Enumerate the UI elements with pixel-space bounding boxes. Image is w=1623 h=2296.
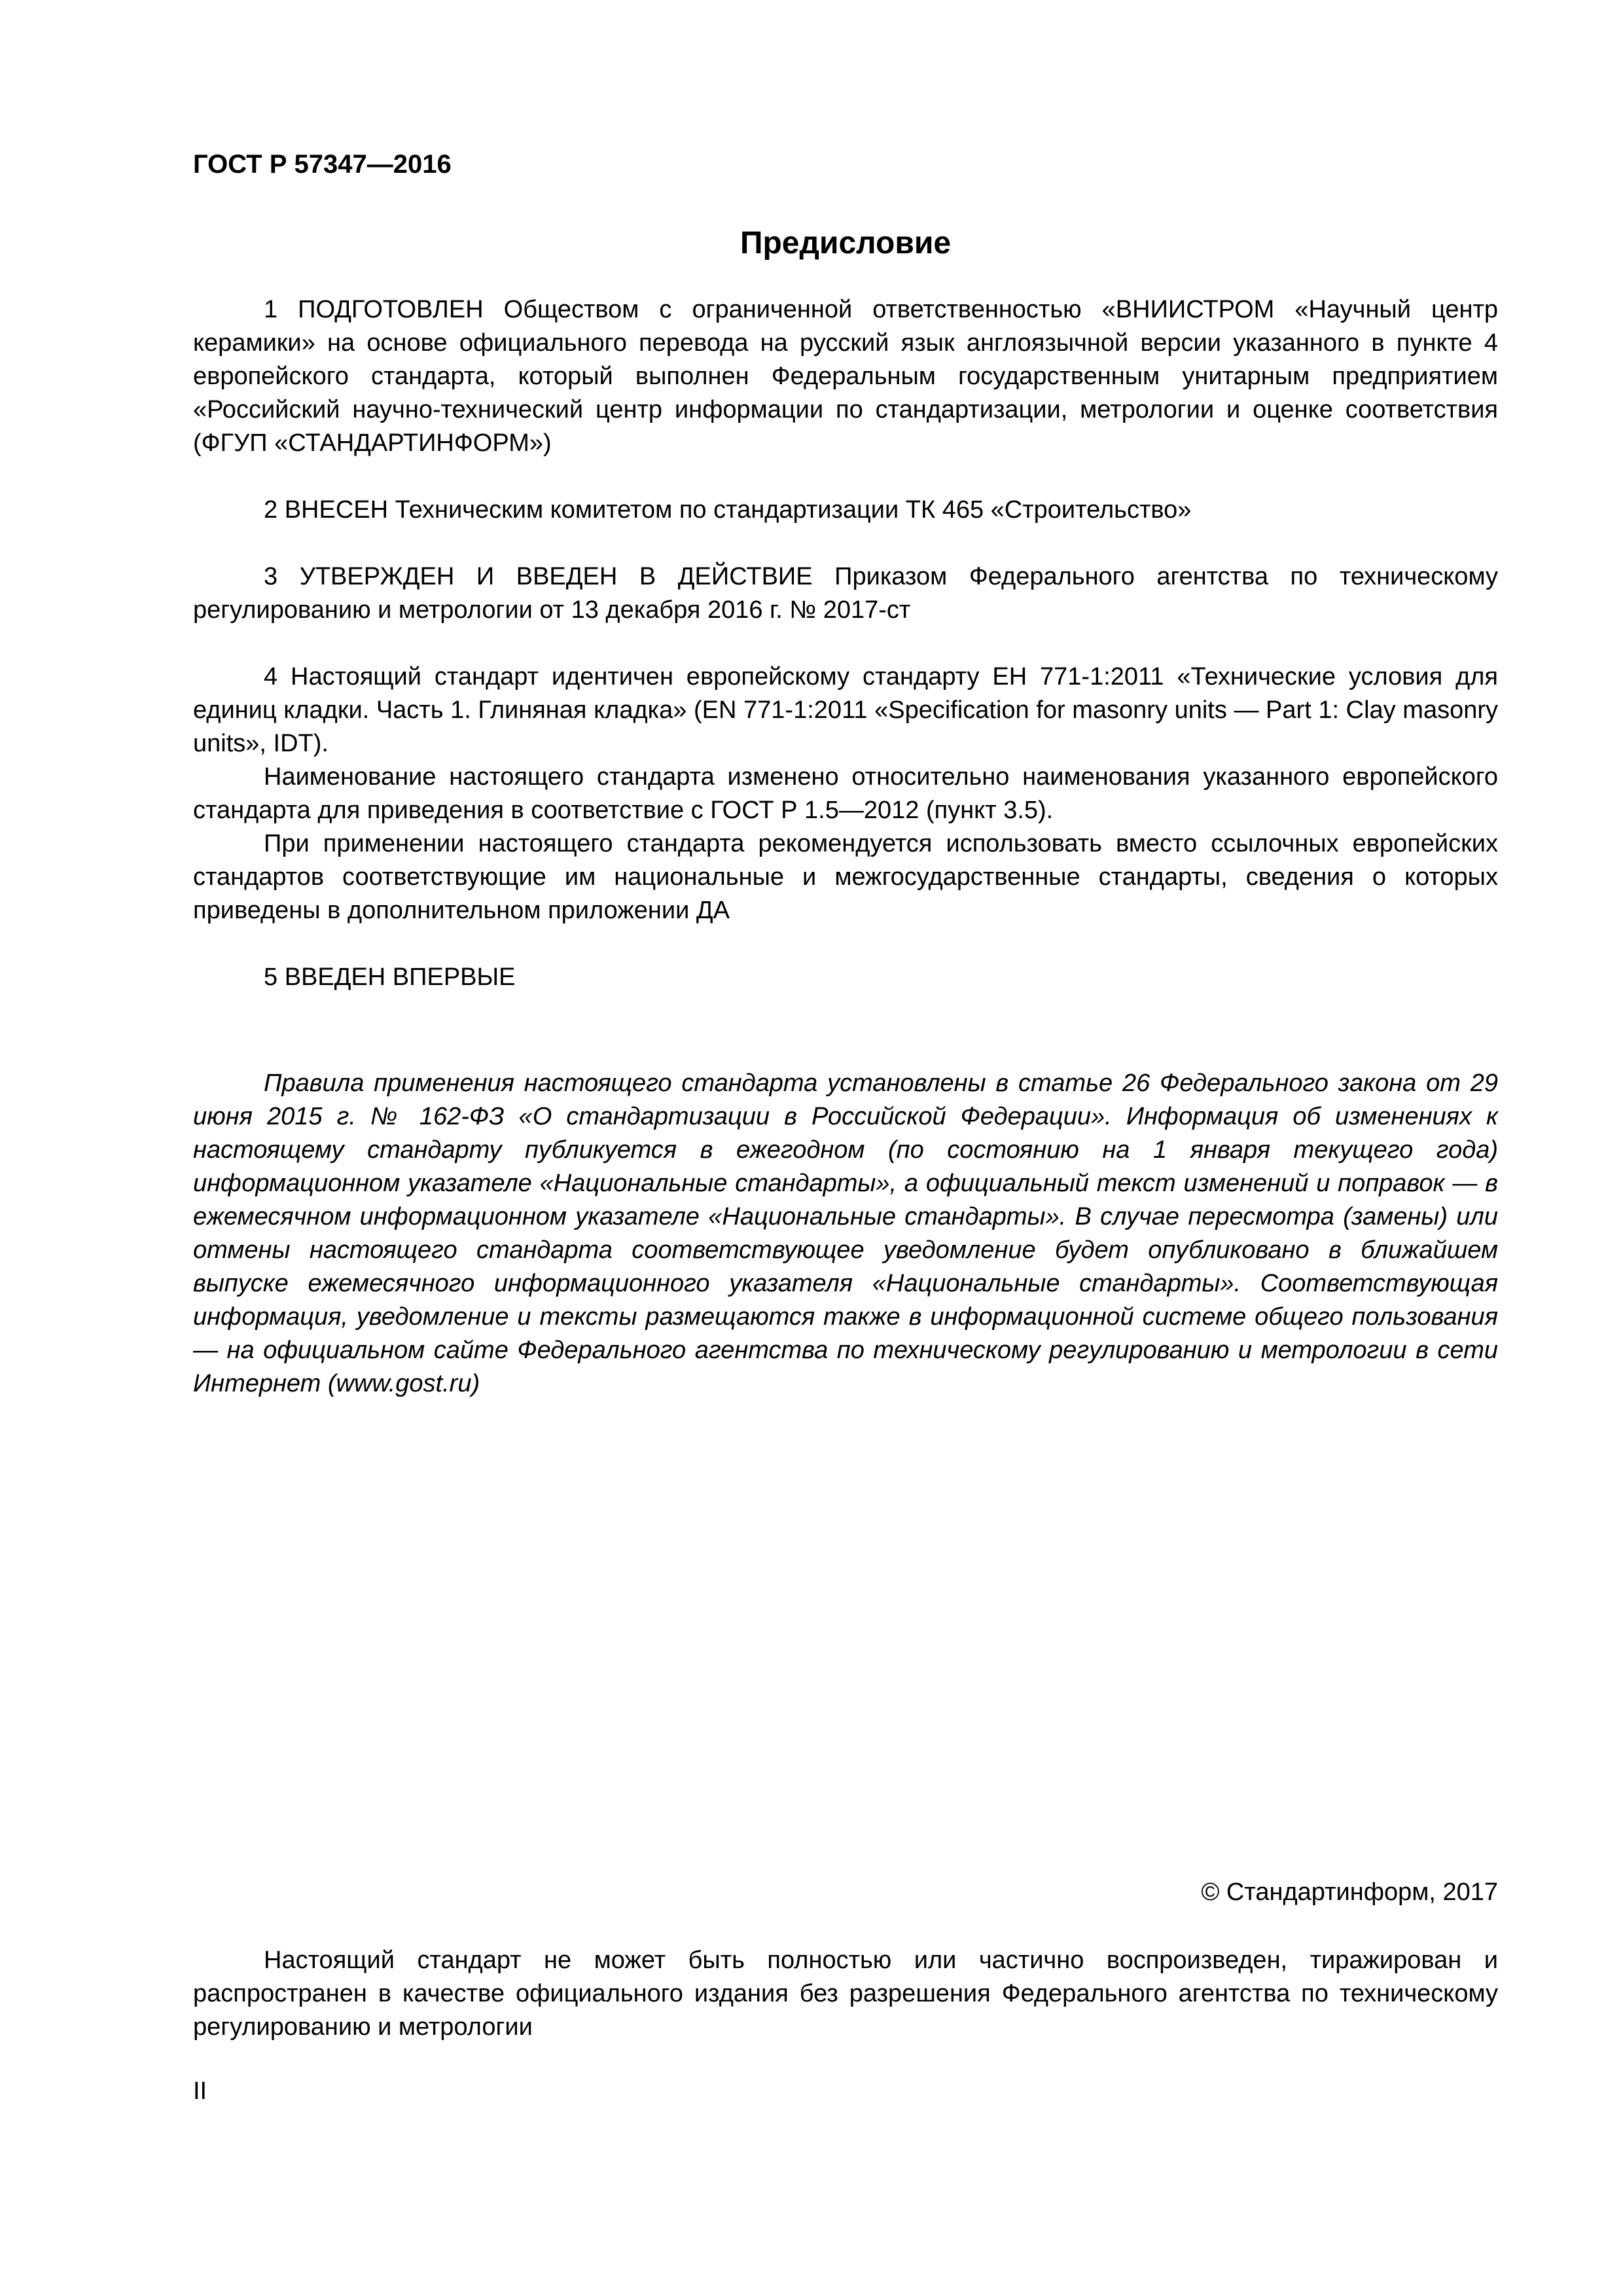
copyright-notice: © Стандартинформ, 2017 (1201, 1878, 1498, 1906)
foreword-content (193, 293, 1498, 994)
document-header: ГОСТ Р 57347—2016 (193, 150, 452, 179)
paragraph-introduced: 2 ВНЕСЕН Техническим комитетом по стандартизации ТК 465 «Строительство» (264, 496, 1192, 524)
application-rules-notice: Правила применения настоящего стандарта установлены в статье 26 Федерального закона от 29 июня 2015 г. № 162-ФЗ «О стандартизации в Российской Федерации». Информация об изменениях к настоящему стандарту публикуется в ежегодном (по состоянию на 1 января текущего года) информационном указателе «Национальные стандарты», а официальный текст изменений и поправок — в ежемесячном информационном указателе «Национальные стандарты». В случае пересмотра (замены) или отмены настоящего стандарта соответствующее уведомление будет опубликовано в ближайшем выпуске ежемесячного информационного указателя «Национальные стандарты». Соответствующая информация, уведомление и тексты размещаются также в информационной системе общего пользования — на официальном сайте Федерального агентства по техническому регулированию и метрологии в сети Интернет (www.gost.ru) (193, 1069, 1498, 1397)
reproduction-rights: Настоящий стандарт не может быть полностью или частично воспроизведен, тиражирован и распространен в качестве официального издания без разрешения Федерального агентства по техническому регулированию и метрологии (193, 1946, 1498, 2041)
page-number: II (193, 2077, 207, 2105)
paragraph-name-change: Наименование настоящего стандарта изменено относительно наименования указанного европейского стандарта для приведения в соответствие с ГОСТ Р 1.5—2012 (пункт 3.5). (193, 763, 1498, 824)
paragraph-approved: 3 УТВЕРЖДЕН И ВВЕДЕН В ДЕЙСТВИЕ Приказом Федерального агентства по техническому регулированию и метрологии от 13 декабря 2016 г. № 2017-ст (193, 563, 1498, 624)
paragraph-prepared: 1 ПОДГОТОВЛЕН Обществом с ограниченной ответственностью «ВНИИСТРОМ «Научный центр керамики» на основе официального перевода на русский язык англоязычной версии указанного в пункте 4 европейского стандарта, который выполнен Федеральным государственным унитарным предприятием «Российский научно-технический центр информации по стандартизации, метрологии и оценке соответствия (ФГУП «СТАНДАРТИНФОРМ») (193, 296, 1498, 457)
paragraph-identical-standard: 4 Настоящий стандарт идентичен европейскому стандарту ЕН 771-1:2011 «Технические условия для единиц кладки. Часть 1. Глиняная кладка» (EN 771-1:2011 «Specification for masonry units — Part 1: Clay masonry units», IDT). (193, 663, 1498, 757)
section-title: Предисловие (740, 226, 952, 260)
paragraph-first-introduced: 5 ВВЕДЕН ВПЕРВЫЕ (264, 963, 516, 991)
paragraph-reference-standards: При применении настоящего стандарта рекомендуется использовать вместо ссылочных европейских стандартов соответствующие им национальные и межгосударственные стандарты, сведения о которых приведены в дополнительном приложении ДА (193, 830, 1498, 924)
